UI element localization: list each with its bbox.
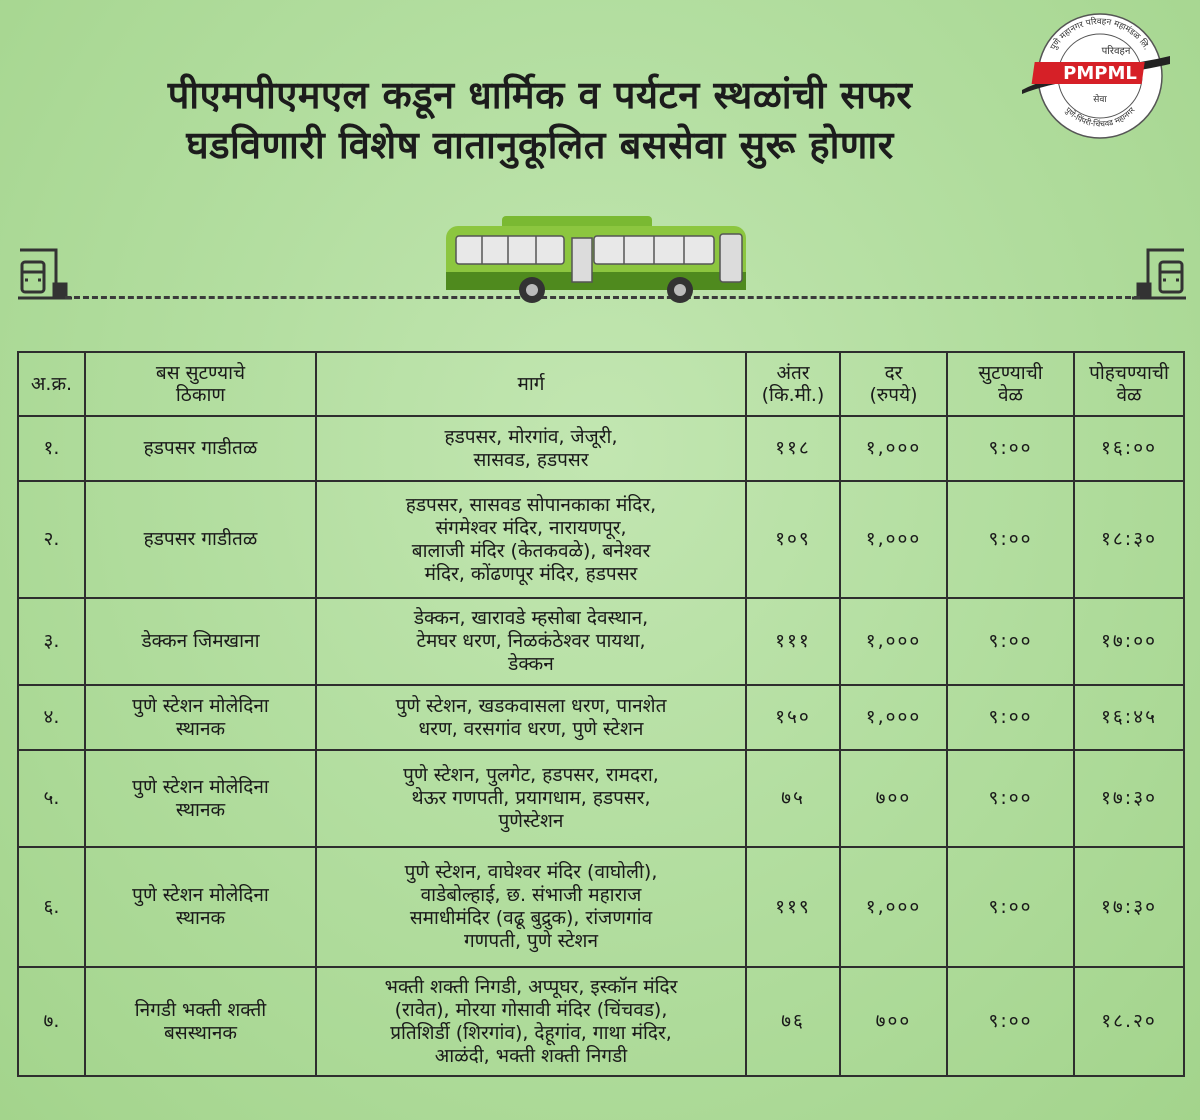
- cell-route: भक्ती शक्ती निगडी, अप्पूघर, इस्कॉन मंदिर (रावेत), मोरया गोसावी मंदिर (चिंचवड), प्रतिशिर्डी (शिरगांव), देहूगांव, गाथा मंदिर, आळंदी, भक्ती शक्ती निगडी: [316, 967, 746, 1076]
- cell-distance: १११: [746, 598, 840, 685]
- cell-sr: ७.: [18, 967, 85, 1076]
- cell-depart: ९:००: [947, 750, 1074, 847]
- cell-depart: ९:००: [947, 481, 1074, 598]
- cell-route: डेक्कन, खारावडे म्हसोबा देवस्थान, टेमघर धरण, निळकंठेश्वर पायथा, डेक्कन: [316, 598, 746, 685]
- cell-origin: पुणे स्टेशन मोलेदिना स्थानक: [85, 750, 316, 847]
- cell-distance: १५०: [746, 685, 840, 750]
- cell-sr: ५.: [18, 750, 85, 847]
- cell-route: हडपसर, मोरगांव, जेजूरी, सासवड, हडपसर: [316, 416, 746, 481]
- cell-fare: १,०००: [840, 481, 947, 598]
- table-row: [18, 598, 1184, 685]
- cell-distance: १०९: [746, 481, 840, 598]
- cell-distance: ११९: [746, 847, 840, 967]
- logo-top-text: पुणे महानगर परिवहन महामंडळ लि.: [1048, 16, 1152, 52]
- cell-route: पुणे स्टेशन, पुलगेट, हडपसर, रामदरा, थेऊर गणपती, प्रयागधाम, हडपसर, पुणेस्टेशन: [316, 750, 746, 847]
- table-row: [18, 847, 1184, 967]
- cell-origin: हडपसर गाडीतळ: [85, 416, 316, 481]
- logo-bottom-text: पुणे-पिंपरी-चिंचवड महानगर: [1063, 105, 1137, 129]
- cell-arrive: १८.२०: [1074, 967, 1184, 1076]
- cell-fare: १,०००: [840, 416, 947, 481]
- cell-origin: निगडी भक्ती शक्ती बसस्थानक: [85, 967, 316, 1076]
- cell-depart: ९:००: [947, 416, 1074, 481]
- cell-sr: १.: [18, 416, 85, 481]
- table-header-row: [18, 352, 1184, 416]
- cell-fare: ७००: [840, 750, 947, 847]
- cell-arrive: १६:४५: [1074, 685, 1184, 750]
- bus-stop-icon-left: [16, 244, 76, 302]
- cell-fare: १,०००: [840, 685, 947, 750]
- table-row: [18, 967, 1184, 1076]
- cell-arrive: १७:३०: [1074, 847, 1184, 967]
- logo-label-lower: सेवा: [1093, 95, 1107, 105]
- cell-depart: ९:००: [947, 598, 1074, 685]
- header-depart: सुटण्याची वेळ: [947, 352, 1074, 416]
- header-distance: अंतर (कि.मी.): [746, 352, 840, 416]
- cell-origin: पुणे स्टेशन मोलेदिना स्थानक: [85, 847, 316, 967]
- table-row: [18, 481, 1184, 598]
- cell-arrive: १७:३०: [1074, 750, 1184, 847]
- schedule-table: [17, 351, 1185, 1077]
- header-origin: बस सुटण्याचे ठिकाण: [85, 352, 316, 416]
- logo-label-upper: परिवहन: [1101, 46, 1131, 57]
- cell-route: पुणे स्टेशन, खडकवासला धरण, पानशेत धरण, वरसगांव धरण, पुणे स्टेशन: [316, 685, 746, 750]
- cell-depart: ९:००: [947, 967, 1074, 1076]
- cell-sr: २.: [18, 481, 85, 598]
- cell-fare: १,०००: [840, 598, 947, 685]
- table-row: [18, 750, 1184, 847]
- cell-arrive: १८:३०: [1074, 481, 1184, 598]
- cell-distance: ७६: [746, 967, 840, 1076]
- header-fare: दर (रुपये): [840, 352, 947, 416]
- cell-origin: डेक्कन जिमखाना: [85, 598, 316, 685]
- cell-sr: ३.: [18, 598, 85, 685]
- cell-distance: ७५: [746, 750, 840, 847]
- title-line-1: पीएमपीएमएल कडून धार्मिक व पर्यटन स्थळांची सफर: [167, 73, 913, 117]
- cell-origin: पुणे स्टेशन मोलेदिना स्थानक: [85, 685, 316, 750]
- cell-fare: ७००: [840, 967, 947, 1076]
- pmpml-logo: [1020, 10, 1180, 140]
- logo-text: PMPML: [1063, 63, 1137, 84]
- cell-depart: ९:००: [947, 685, 1074, 750]
- table-row: [18, 416, 1184, 481]
- cell-sr: ६.: [18, 847, 85, 967]
- cell-sr: ४.: [18, 685, 85, 750]
- page-title: [60, 70, 1020, 170]
- cell-arrive: १६:००: [1074, 416, 1184, 481]
- bus-icon: [442, 212, 752, 304]
- cell-fare: १,०००: [840, 847, 947, 967]
- header-arrive: पोहचण्याची वेळ: [1074, 352, 1184, 416]
- bus-stop-icon-right: [1128, 244, 1188, 302]
- table-row: [18, 685, 1184, 750]
- title-line-2: घडविणारी विशेष वातानुकूलित बससेवा सुरू होणार: [186, 123, 894, 167]
- cell-arrive: १७:००: [1074, 598, 1184, 685]
- cell-distance: ११८: [746, 416, 840, 481]
- header-sr: अ.क्र.: [18, 352, 85, 416]
- header-route: मार्ग: [316, 352, 746, 416]
- cell-route: हडपसर, सासवड सोपानकाका मंदिर, संगमेश्वर मंदिर, नारायणपूर, बालाजी मंदिर (केतकवळे), बनेश्वर मंदिर, कोंढणपूर मंदिर, हडपसर: [316, 481, 746, 598]
- cell-route: पुणे स्टेशन, वाघेश्वर मंदिर (वाघोली), वाडेबोल्हाई, छ. संभाजी महाराज समाधीमंदिर (वढू बुद्रुक), रांजणगांव गणपती, पुणे स्टेशन: [316, 847, 746, 967]
- cell-depart: ९:००: [947, 847, 1074, 967]
- cell-origin: हडपसर गाडीतळ: [85, 481, 316, 598]
